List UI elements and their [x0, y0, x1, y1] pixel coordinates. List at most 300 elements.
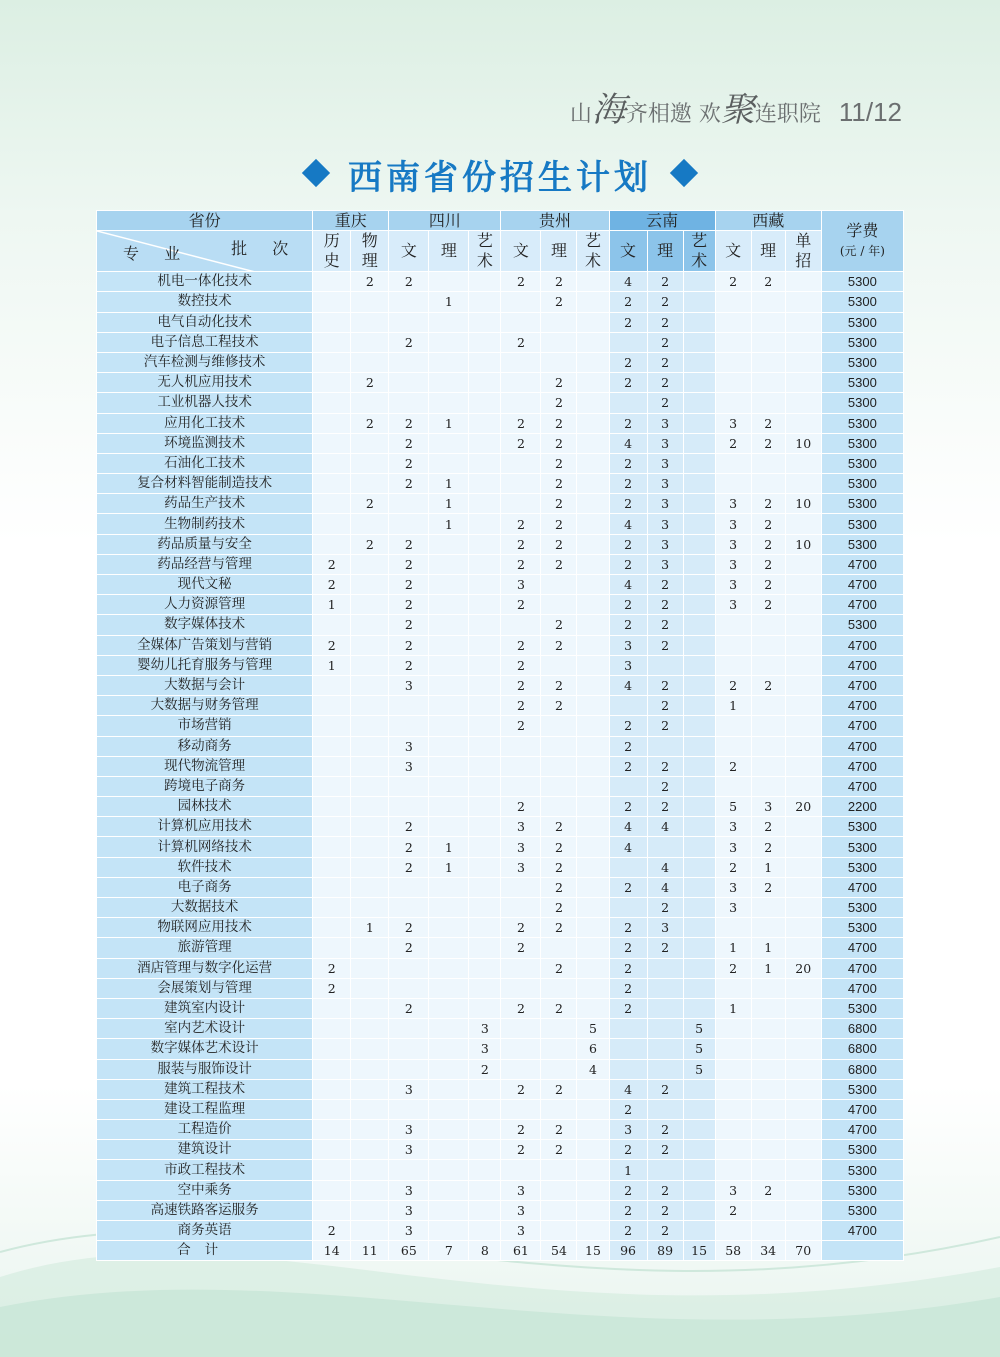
quota-cell — [715, 1019, 751, 1039]
quota-cell: 2 — [541, 373, 577, 393]
table-row — [97, 716, 904, 736]
major-name: 跨境电子商务 — [97, 776, 313, 796]
quota-cell — [577, 1079, 609, 1099]
quota-cell — [683, 696, 715, 716]
quota-cell — [577, 837, 609, 857]
table-row — [97, 453, 904, 473]
fee-cell: 4700 — [821, 978, 903, 998]
quota-cell: 2 — [541, 453, 577, 473]
quota-cell — [751, 756, 785, 776]
quota-cell — [577, 918, 609, 938]
quota-cell — [785, 1079, 821, 1099]
quota-cell — [469, 615, 501, 635]
quota-cell: 2 — [501, 534, 541, 554]
quota-cell — [577, 1099, 609, 1119]
table-row — [97, 1160, 904, 1180]
table-row — [97, 736, 904, 756]
fee-cell: 5300 — [821, 534, 903, 554]
quota-cell — [469, 554, 501, 574]
quota-cell — [751, 1079, 785, 1099]
quota-cell — [351, 776, 389, 796]
quota-cell: 2 — [647, 1120, 683, 1140]
quota-cell — [469, 696, 501, 716]
fee-cell: 5300 — [821, 272, 903, 292]
quota-cell: 10 — [785, 494, 821, 514]
province-sichuan: 四川 — [389, 211, 501, 231]
quota-cell: 3 — [501, 1180, 541, 1200]
quota-cell — [469, 1079, 501, 1099]
quota-cell: 2 — [501, 595, 541, 615]
quota-cell — [313, 797, 351, 817]
quota-cell — [429, 675, 469, 695]
quota-cell — [785, 1099, 821, 1119]
quota-cell: 2 — [541, 696, 577, 716]
fee-cell: 6800 — [821, 1019, 903, 1039]
quota-cell — [715, 1059, 751, 1079]
quota-cell: 2 — [313, 978, 351, 998]
quota-cell — [429, 1160, 469, 1180]
quota-cell — [715, 736, 751, 756]
quota-cell: 1 — [351, 918, 389, 938]
diagonal-header-cell — [97, 231, 313, 272]
quota-cell: 4 — [609, 433, 647, 453]
fee-cell: 5300 — [821, 433, 903, 453]
quota-cell — [351, 817, 389, 837]
quota-cell — [389, 978, 429, 998]
quota-cell: 2 — [609, 292, 647, 312]
quota-cell — [469, 595, 501, 615]
major-name: 大数据与会计 — [97, 675, 313, 695]
quota-cell — [351, 756, 389, 776]
quota-cell — [541, 776, 577, 796]
province-xizang: 西藏 — [715, 211, 821, 231]
fee-cell: 4700 — [821, 716, 903, 736]
quota-cell: 2 — [541, 877, 577, 897]
quota-cell — [429, 1019, 469, 1039]
quota-cell — [469, 857, 501, 877]
fee-cell: 5300 — [821, 373, 903, 393]
table-row — [97, 595, 904, 615]
quota-cell — [683, 433, 715, 453]
fee-cell: 4700 — [821, 554, 903, 574]
quota-cell: 2 — [609, 352, 647, 372]
subject-header: 艺术 — [469, 231, 501, 272]
quota-cell — [577, 292, 609, 312]
quota-cell — [313, 998, 351, 1018]
quota-cell: 2 — [751, 877, 785, 897]
quota-cell — [577, 393, 609, 413]
quota-cell: 96 — [609, 1241, 647, 1261]
table-row — [97, 514, 904, 534]
quota-cell — [785, 736, 821, 756]
quota-cell — [715, 312, 751, 332]
quota-cell — [577, 958, 609, 978]
fee-cell: 5300 — [821, 474, 903, 494]
quota-cell — [577, 716, 609, 736]
table-row — [97, 1059, 904, 1079]
page-title: 西南省份招生计划 — [0, 150, 1000, 199]
quota-cell — [351, 797, 389, 817]
quota-cell: 10 — [785, 433, 821, 453]
major-name: 工程造价 — [97, 1120, 313, 1140]
quota-cell: 2 — [609, 494, 647, 514]
quota-cell — [609, 857, 647, 877]
major-name: 大数据与财务管理 — [97, 696, 313, 716]
quota-cell: 3 — [647, 514, 683, 534]
quota-cell: 5 — [577, 1019, 609, 1039]
quota-cell: 2 — [751, 1180, 785, 1200]
subject-header: 历史 — [313, 231, 351, 272]
table-row — [97, 958, 904, 978]
major-name: 复合材料智能制造技术 — [97, 474, 313, 494]
quota-cell — [785, 1039, 821, 1059]
quota-cell — [683, 453, 715, 473]
quota-cell — [429, 554, 469, 574]
quota-cell: 2 — [541, 393, 577, 413]
quota-cell — [389, 1019, 429, 1039]
quota-cell — [577, 453, 609, 473]
quota-cell: 3 — [715, 1180, 751, 1200]
subject-header: 文 — [501, 231, 541, 272]
major-name: 会展策划与管理 — [97, 978, 313, 998]
major-name: 移动商务 — [97, 736, 313, 756]
quota-cell — [715, 474, 751, 494]
quota-cell — [683, 373, 715, 393]
quota-cell: 2 — [715, 272, 751, 292]
fee-cell: 5300 — [821, 898, 903, 918]
quota-cell: 3 — [715, 817, 751, 837]
quota-cell: 3 — [501, 1221, 541, 1241]
fee-cell: 4700 — [821, 776, 903, 796]
quota-cell — [469, 1221, 501, 1241]
quota-cell — [351, 1059, 389, 1079]
quota-cell — [429, 373, 469, 393]
quota-cell — [785, 776, 821, 796]
quota-cell — [469, 978, 501, 998]
quota-cell — [647, 655, 683, 675]
quota-cell — [389, 958, 429, 978]
quota-cell — [351, 958, 389, 978]
quota-cell — [683, 1079, 715, 1099]
subject-header: 文 — [715, 231, 751, 272]
quota-cell — [389, 494, 429, 514]
quota-cell — [683, 655, 715, 675]
fee-cell: 5300 — [821, 817, 903, 837]
quota-cell — [683, 898, 715, 918]
quota-cell — [683, 857, 715, 877]
quota-cell — [577, 615, 609, 635]
major-name: 市场营销 — [97, 716, 313, 736]
quota-cell — [647, 1039, 683, 1059]
quota-cell: 2 — [751, 675, 785, 695]
quota-cell: 2 — [751, 534, 785, 554]
quota-cell: 2 — [501, 696, 541, 716]
quota-cell: 1 — [429, 292, 469, 312]
quota-cell — [351, 1140, 389, 1160]
table-row — [97, 433, 904, 453]
quota-cell — [501, 736, 541, 756]
table-row — [97, 312, 904, 332]
major-name: 园林技术 — [97, 797, 313, 817]
major-name: 物联网应用技术 — [97, 918, 313, 938]
quota-cell — [429, 534, 469, 554]
quota-cell: 2 — [609, 413, 647, 433]
quota-cell: 3 — [647, 453, 683, 473]
fee-cell: 5300 — [821, 413, 903, 433]
major-name: 药品质量与安全 — [97, 534, 313, 554]
quota-cell — [313, 1140, 351, 1160]
subject-header: 文 — [609, 231, 647, 272]
quota-cell — [785, 575, 821, 595]
quota-cell — [541, 978, 577, 998]
quota-cell — [683, 877, 715, 897]
quota-cell: 2 — [751, 554, 785, 574]
quota-cell — [785, 1120, 821, 1140]
table-row — [97, 797, 904, 817]
quota-cell: 2 — [541, 514, 577, 534]
quota-cell — [541, 1019, 577, 1039]
quota-cell: 2 — [389, 453, 429, 473]
quota-cell: 3 — [609, 1120, 647, 1140]
quota-cell — [715, 978, 751, 998]
fee-cell: 5300 — [821, 998, 903, 1018]
quota-cell — [351, 514, 389, 534]
quota-cell: 2 — [647, 373, 683, 393]
quota-cell — [647, 1059, 683, 1079]
fee-cell: 6800 — [821, 1059, 903, 1079]
quota-cell — [389, 877, 429, 897]
quota-cell: 3 — [469, 1019, 501, 1039]
table-row — [97, 696, 904, 716]
quota-cell — [313, 817, 351, 837]
quota-cell — [313, 857, 351, 877]
table-row — [97, 1079, 904, 1099]
quota-cell — [469, 797, 501, 817]
major-name: 无人机应用技术 — [97, 373, 313, 393]
fee-cell: 5300 — [821, 494, 903, 514]
major-name: 建筑设计 — [97, 1140, 313, 1160]
quota-cell: 2 — [609, 938, 647, 958]
quota-cell: 5 — [683, 1039, 715, 1059]
quota-cell — [647, 736, 683, 756]
quota-cell: 3 — [647, 918, 683, 938]
quota-cell — [683, 595, 715, 615]
quota-cell: 3 — [715, 494, 751, 514]
quota-cell — [351, 655, 389, 675]
quota-cell: 2 — [541, 272, 577, 292]
quota-cell — [429, 655, 469, 675]
quota-cell: 2 — [647, 1221, 683, 1241]
quota-cell: 2 — [389, 433, 429, 453]
quota-cell — [429, 615, 469, 635]
major-name: 高速铁路客运服务 — [97, 1200, 313, 1220]
fee-cell: 5300 — [821, 332, 903, 352]
fee-cell: 4700 — [821, 696, 903, 716]
quota-cell: 2 — [609, 534, 647, 554]
major-name: 婴幼儿托育服务与管理 — [97, 655, 313, 675]
major-name: 机电一体化技术 — [97, 272, 313, 292]
diamond-icon — [302, 159, 330, 187]
quota-cell — [541, 736, 577, 756]
quota-cell — [351, 292, 389, 312]
quota-cell — [541, 797, 577, 817]
quota-cell — [351, 1221, 389, 1241]
quota-cell: 2 — [647, 797, 683, 817]
quota-cell: 2 — [389, 998, 429, 1018]
quota-cell: 2 — [501, 1120, 541, 1140]
table-row — [97, 756, 904, 776]
major-name: 空中乘务 — [97, 1180, 313, 1200]
quota-cell — [683, 978, 715, 998]
quota-cell: 2 — [751, 837, 785, 857]
subject-header: 文 — [389, 231, 429, 272]
quota-cell — [715, 393, 751, 413]
quota-cell — [429, 877, 469, 897]
quota-cell — [683, 494, 715, 514]
quota-cell — [469, 272, 501, 292]
quota-cell — [577, 998, 609, 1018]
quota-cell — [683, 817, 715, 837]
fee-cell: 6800 — [821, 1039, 903, 1059]
quota-cell — [469, 716, 501, 736]
quota-cell — [351, 837, 389, 857]
quota-cell — [429, 1059, 469, 1079]
quota-cell — [715, 716, 751, 736]
quota-cell — [785, 756, 821, 776]
quota-cell — [429, 1120, 469, 1140]
quota-cell — [469, 373, 501, 393]
quota-cell — [715, 292, 751, 312]
quota-cell — [609, 393, 647, 413]
quota-cell — [351, 938, 389, 958]
quota-cell: 3 — [647, 534, 683, 554]
quota-cell: 15 — [683, 1241, 715, 1261]
quota-cell: 2 — [647, 332, 683, 352]
major-name: 建筑室内设计 — [97, 998, 313, 1018]
fee-cell: 5300 — [821, 312, 903, 332]
quota-cell — [313, 736, 351, 756]
quota-cell: 3 — [715, 413, 751, 433]
quota-cell: 3 — [647, 413, 683, 433]
fee-cell: 4700 — [821, 938, 903, 958]
quota-cell: 2 — [501, 675, 541, 695]
major-name: 药品生产技术 — [97, 494, 313, 514]
quota-cell — [751, 776, 785, 796]
quota-cell — [389, 1059, 429, 1079]
quota-cell — [785, 857, 821, 877]
quota-cell: 2 — [313, 958, 351, 978]
quota-cell: 4 — [609, 675, 647, 695]
quota-cell: 2 — [501, 797, 541, 817]
major-name: 现代文秘 — [97, 575, 313, 595]
quota-cell — [501, 494, 541, 514]
quota-cell — [577, 1140, 609, 1160]
quota-cell — [351, 433, 389, 453]
quota-cell — [785, 898, 821, 918]
quota-cell — [469, 352, 501, 372]
quota-cell — [313, 1079, 351, 1099]
batch-label: 批 次 — [231, 239, 299, 259]
table-row — [97, 898, 904, 918]
quota-cell — [469, 575, 501, 595]
quota-cell — [351, 1180, 389, 1200]
table-row — [97, 938, 904, 958]
quota-cell — [313, 312, 351, 332]
quota-cell: 1 — [715, 938, 751, 958]
major-name: 计算机应用技术 — [97, 817, 313, 837]
quota-cell — [785, 918, 821, 938]
quota-cell: 2 — [501, 1079, 541, 1099]
quota-cell — [577, 736, 609, 756]
quota-cell — [501, 453, 541, 473]
quota-cell — [541, 352, 577, 372]
quota-cell — [683, 1120, 715, 1140]
quota-cell: 2 — [609, 998, 647, 1018]
quota-cell: 3 — [647, 494, 683, 514]
quota-cell — [501, 1059, 541, 1079]
quota-cell — [351, 877, 389, 897]
quota-cell — [429, 716, 469, 736]
quota-cell — [683, 998, 715, 1018]
quota-cell: 1 — [715, 696, 751, 716]
quota-cell: 2 — [313, 575, 351, 595]
table-row — [97, 1221, 904, 1241]
quota-cell — [715, 1120, 751, 1140]
quota-cell — [469, 675, 501, 695]
quota-cell — [577, 575, 609, 595]
quota-cell — [577, 1200, 609, 1220]
quota-cell: 2 — [389, 837, 429, 857]
quota-cell: 2 — [647, 716, 683, 736]
quota-cell: 2 — [715, 958, 751, 978]
quota-cell — [577, 696, 609, 716]
quota-cell — [429, 453, 469, 473]
quota-cell: 3 — [715, 595, 751, 615]
quota-cell — [683, 312, 715, 332]
quota-cell — [389, 716, 429, 736]
quota-cell — [541, 1200, 577, 1220]
quota-cell — [683, 615, 715, 635]
quota-cell: 2 — [541, 534, 577, 554]
quota-cell: 2 — [751, 595, 785, 615]
fee-cell: 5300 — [821, 1140, 903, 1160]
quota-cell: 2 — [313, 554, 351, 574]
quota-cell — [469, 292, 501, 312]
table-row — [97, 978, 904, 998]
quota-cell — [577, 595, 609, 615]
major-name: 应用化工技术 — [97, 413, 313, 433]
quota-cell — [429, 736, 469, 756]
quota-cell: 2 — [541, 918, 577, 938]
quota-cell — [313, 615, 351, 635]
quota-cell: 2 — [715, 857, 751, 877]
table-row — [97, 635, 904, 655]
quota-cell — [501, 978, 541, 998]
table-row — [97, 1200, 904, 1220]
quota-cell: 2 — [501, 716, 541, 736]
quota-cell — [785, 1200, 821, 1220]
quota-cell — [351, 716, 389, 736]
quota-cell — [351, 736, 389, 756]
quota-cell: 2 — [469, 1059, 501, 1079]
quota-cell: 8 — [469, 1241, 501, 1261]
quota-cell — [389, 797, 429, 817]
quota-cell — [683, 918, 715, 938]
quota-cell: 3 — [647, 433, 683, 453]
quota-cell: 4 — [609, 1079, 647, 1099]
quota-cell: 2 — [351, 413, 389, 433]
quota-cell: 2 — [541, 615, 577, 635]
